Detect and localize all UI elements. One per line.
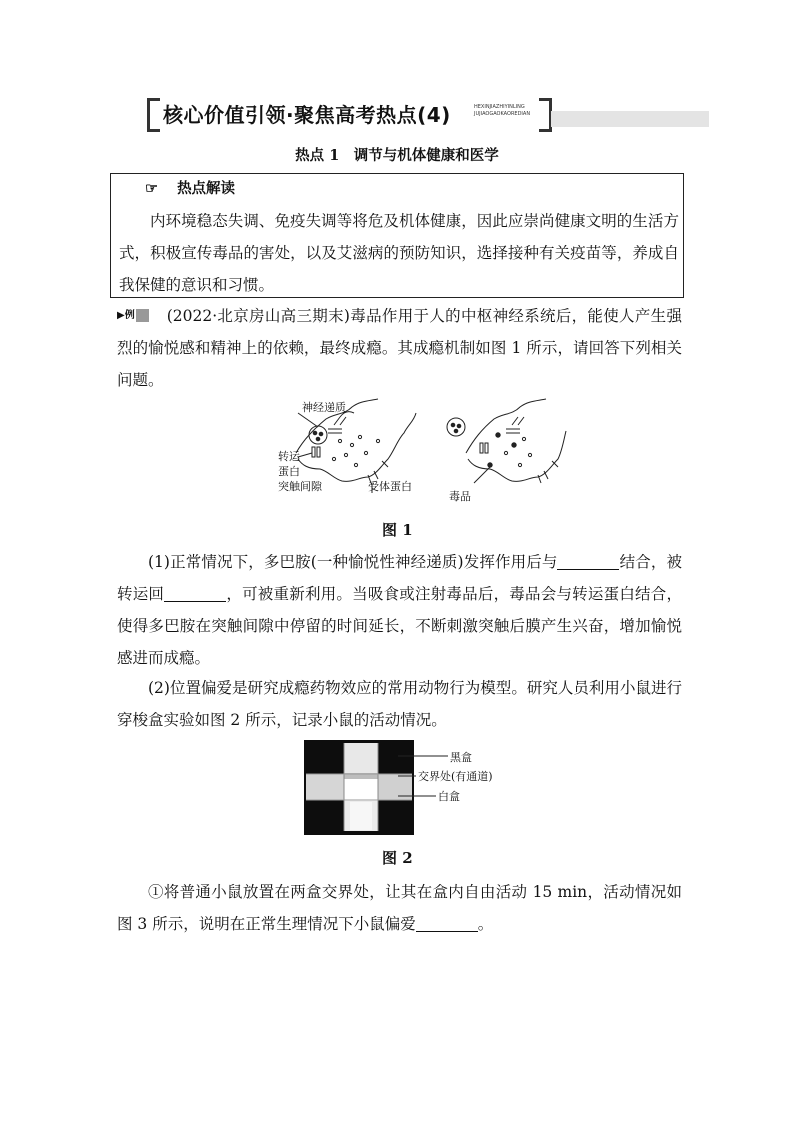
question-1-part1: (1)正常情况下，多巴胺(一种愉悦性神经递质)发挥作用后与 <box>148 553 558 571</box>
answer-blank-2[interactable] <box>164 585 226 602</box>
banner-pinyin-line1: HEXINJIAZHIYINLING <box>474 104 525 110</box>
banner-pinyin <box>474 104 538 118</box>
label-transporter-2: 蛋白 <box>278 465 300 478</box>
example-text: (2022·北京房山高三期末)毒品作用于人的中枢神经系统后，能使人产生强烈的愉悦感和精神上的依赖，最终成瘾。其成瘾机制如图 1 所示，请回答下列相关问题。 <box>117 307 682 389</box>
label-black-box: 黑盒 <box>450 751 472 764</box>
answer-blank-3[interactable] <box>416 915 478 932</box>
interpretation-box <box>110 173 684 298</box>
label-synaptic-cleft: 突触间隙 <box>278 480 322 493</box>
example-marker: ▶例 <box>117 310 135 321</box>
label-junction: 交界处(有通道) <box>418 770 493 783</box>
banner-bar <box>551 111 709 127</box>
pointing-hand-icon: ☞ <box>145 180 158 197</box>
interpretation-body: 内环境稳态失调、免疫失调等将危及机体健康，因此应崇尚健康文明的生活方式，积极宣传毒品的害处，以及艾滋病的预防知识，选择接种有关疫苗等，养成自我保健的意识和习惯。 <box>119 212 679 294</box>
question-2: (2)位置偏爱是研究成瘾药物效应的常用动物行为模型。研究人员利用小鼠进行穿梭盒实验如图 2 所示，记录小鼠的活动情况。 <box>117 679 682 729</box>
hot-topic-title: 热点 1 调节与机体健康和医学 <box>295 147 499 164</box>
label-drug: 毒品 <box>449 490 471 503</box>
label-white-box: 白盒 <box>438 790 460 803</box>
bracket-left <box>147 98 160 132</box>
question-1-part2: 结合，被转运回 <box>117 553 682 603</box>
banner-pinyin-line2: JUJIAOGAOKAOREDIAN <box>474 111 531 117</box>
section-banner <box>147 98 712 130</box>
example-square-icon <box>136 309 149 322</box>
interpretation-heading-label: 热点解读 <box>177 180 236 197</box>
label-neurotransmitter: 神经递质 <box>302 401 346 414</box>
example-stem <box>117 300 682 396</box>
question-1 <box>117 546 682 674</box>
question-2-sub1-part2: 。 <box>477 915 494 933</box>
question-1-part3: ，可被重新利用。当吸食或注射毒品后，毒品会与转运蛋白结合，使得多巴胺在突触间隙中停留的时间延长，不断刺激突触后膜产生兴奋，增加愉悦感进而成瘾。 <box>117 585 682 667</box>
figure2-caption: 图 2 <box>382 849 413 867</box>
question-2-sub1-part1: ①将普通小鼠放置在两盒交界处，让其在盒内自由活动 15 min，活动情况如图 3 所示，说明在正常生理情况下小鼠偏爱 <box>117 883 682 933</box>
question-2-sub1 <box>117 876 682 940</box>
interpretation-heading <box>145 177 235 198</box>
figure1-right-synapse <box>447 399 566 483</box>
answer-blank-1[interactable] <box>557 553 619 570</box>
banner-title: 核心价值引领·聚焦高考热点(4) <box>163 103 451 127</box>
label-transporter-1: 转运 <box>278 450 300 463</box>
figure1-caption: 图 1 <box>382 521 413 539</box>
label-receptor-protein: 受体蛋白 <box>368 480 412 493</box>
